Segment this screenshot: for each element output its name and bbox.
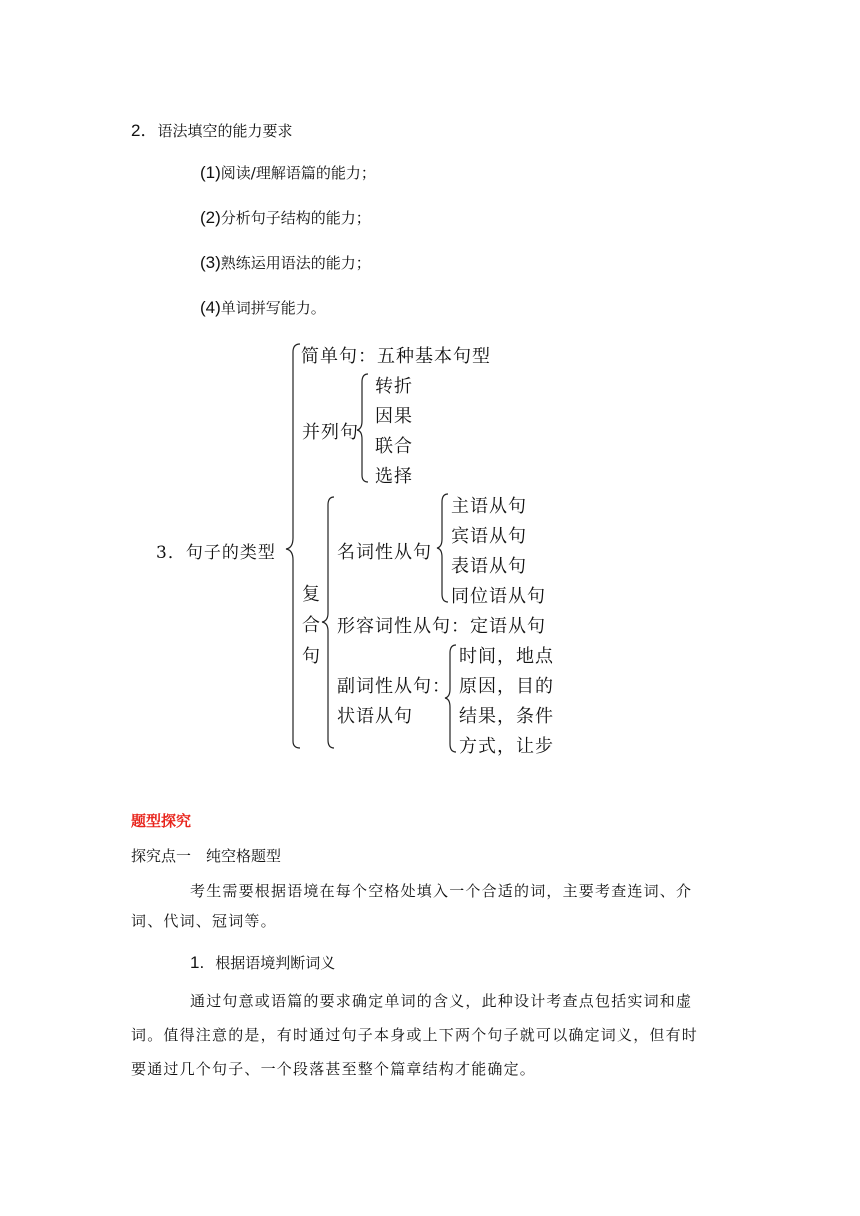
subheading-number: 1.	[190, 953, 205, 972]
item-text: 熟练运用语法的能力；	[220, 254, 371, 272]
item-text: 单词拼写能力。	[220, 299, 326, 317]
compound-item: 转折	[375, 376, 413, 397]
item-number: (1)	[200, 163, 221, 182]
subheading-1	[190, 952, 335, 973]
complex-label-char: 句	[302, 646, 321, 667]
complex-label-char: 合	[302, 615, 321, 636]
simple-sentence: 简单句：五种基本句型	[301, 346, 491, 367]
explore-heading: 题型探究	[131, 812, 192, 830]
item-text: 阅读/理解语篇的能力；	[220, 164, 376, 182]
noun-brace	[437, 494, 448, 602]
paragraph-line: 词。值得注意的是，有时通过句子本身或上下两个句子就可以确定词义，但有时	[131, 1026, 699, 1044]
adverb-clause-item: 时间，地点	[459, 646, 554, 667]
item-text: 分析句子结构的能力；	[220, 209, 371, 227]
intro-line: 考生需要根据语境在每个空格处填入一个合适的词，主要考查连词、介	[190, 882, 693, 900]
compound-item: 联合	[375, 436, 413, 457]
adverb-clause-item: 方式，让步	[459, 736, 554, 757]
adverbial-clause-label: 状语从句	[337, 706, 413, 727]
adverb-brace	[445, 645, 456, 752]
adjective-clause: 形容词性从句：定语从句	[337, 616, 546, 637]
complex-brace	[322, 497, 334, 748]
complex-label-char: 复	[302, 584, 321, 605]
adverb-clause-label: 副词性从句：	[337, 676, 451, 697]
noun-clause-item: 宾语从句	[451, 526, 527, 547]
item-number: (2)	[200, 208, 221, 227]
intro-line: 词、代词、冠词等。	[131, 912, 277, 930]
noun-clause-item: 表语从句	[451, 556, 527, 577]
compound-item: 因果	[375, 406, 413, 427]
explore-point-1: 探究点一 纯空格题型	[131, 847, 282, 865]
item-number: (4)	[200, 298, 221, 317]
root-brace	[286, 344, 300, 748]
subheading-title: 根据语境判断词义	[215, 954, 336, 972]
compound-item: 选择	[375, 466, 413, 487]
adverb-clause-item: 原因，目的	[459, 676, 554, 697]
tree-root-label: 3．句子的类型	[156, 543, 276, 563]
section-title: 语法填空的能力要求	[157, 122, 293, 140]
adverb-clause-item: 结果，条件	[459, 706, 554, 727]
noun-clause-item: 主语从句	[451, 496, 527, 517]
noun-clause-label: 名词性从句	[337, 542, 432, 563]
paragraph-line: 通过句意或语篇的要求确定单词的含义，此种设计考查点包括实词和虚	[190, 992, 693, 1010]
item-number: (3)	[200, 253, 221, 272]
compound-label: 并列句	[302, 422, 359, 443]
section-number: 2．	[131, 121, 158, 140]
noun-clause-item: 同位语从句	[451, 586, 546, 607]
paragraph-line: 要通过几个句子、一个段落甚至整个篇章结构才能确定。	[131, 1060, 537, 1078]
